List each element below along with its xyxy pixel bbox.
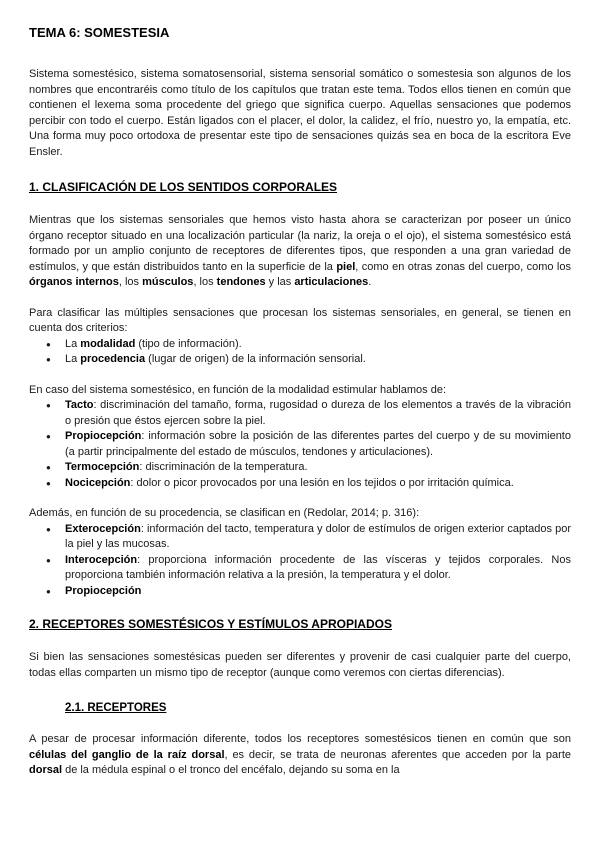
list-item: ● La modalidad (tipo de información). bbox=[65, 337, 571, 353]
criteria-intro: Para clasificar las múltiples sensaciones que procesan los sistemas sensoriales, en general, se tienen en cuenta dos criterios: bbox=[29, 306, 571, 334]
list-item: ● Propiocepción bbox=[65, 584, 571, 600]
subsection-2-1-heading: 2.1. RECEPTORES bbox=[65, 702, 167, 714]
list-item: ● Interocepción: proporciona información procedente de las vísceras y tejidos corporales. Nos proporciona también información relativa a la presión, la temperatura y el dolor. bbox=[65, 553, 571, 584]
list-item: ● Tacto: discriminación del tamaño, forma, rugosidad o dureza de los elementos a través de la vibración o presión que éstos ejercen sobre la piel. bbox=[65, 398, 571, 429]
list-item: ● La procedencia (lugar de origen) de la información sensorial. bbox=[65, 352, 571, 368]
section-1-heading: 1. CLASIFICACIÓN DE LOS SENTIDOS CORPORALES bbox=[29, 180, 338, 194]
intro-paragraph: Sistema somestésico, sistema somatosensorial, sistema sensorial somático o somestesia son algunos de los nombres que encontraréis como título de los capítulos que tratan este tema. Todos ellos tienen en común que contienen el lexema soma procedente del griego que significa cuerpo. Aquellas sensaciones que podemos percibir con todo el cuerpo. Están ligados con el placer, el dolor, la calidez, el frío, nuestro yo, la empatía, etc. Una forma muy poco ortodoxa de presentar este tipo de sensaciones quizás sea en boca de la escritora Eve Ensler. bbox=[29, 68, 571, 158]
list-item: ● Propiocepción: información sobre la posición de las diferentes partes del cuerpo y de su movimiento (a partir principalmente del estado de músculos, tendones y articulaciones). bbox=[65, 429, 571, 460]
list-item: ● Exterocepción: información del tacto, temperatura y dolor de estímulos de origen exterior captados por la piel y las mucosas. bbox=[65, 522, 571, 553]
section-2-1-paragraph: A pesar de procesar información diferente, todos los receptores somestésicos tienen en común que son células del ganglio de la raíz dorsal, es decir, se trata de neuronas aferentes que acceden por la parte dorsal de la médula espinal o el tronco del encéfalo, dejando su soma en la bbox=[29, 733, 571, 776]
list-item: ● Termocepción: discriminación de la temperatura. bbox=[65, 460, 571, 476]
origins-intro: Además, en función de su procedencia, se clasifican en (Redolar, 2014; p. 316): bbox=[29, 507, 420, 519]
section-1-paragraph-1: Mientras que los sistemas sensoriales que hemos visto hasta ahora se caracterizan por poseer un único órgano receptor situado en una localización particular (la nariz, la oreja o el ojo), el sistema somestésico está formado por un amplio conjunto de receptores de diferentes tipos, que responden a una gran variedad de estímulos, y que están distribuidos tanto en la superficie de la piel, como en otras zonas del cuerpo, como los órganos internos, los músculos, los tendones y las articulaciones. bbox=[29, 214, 571, 288]
list-item: ● Nocicepción: dolor o picor provocados por una lesión en los tejidos o por irritación química. bbox=[65, 476, 571, 492]
modalities-list bbox=[29, 398, 571, 491]
criteria-list bbox=[29, 337, 571, 368]
section-2-paragraph-1: Si bien las sensaciones somestésicas pueden ser diferentes y provenir de casi cualquier parte del cuerpo, todas ellas comparten un mismo tipo de receptor (aunque como veremos con ciertas diferencias). bbox=[29, 651, 571, 679]
origins-list bbox=[29, 522, 571, 600]
page-title: TEMA 6: SOMESTESIA bbox=[29, 25, 170, 40]
modalities-intro: En caso del sistema somestésico, en función de la modalidad estimular hablamos de: bbox=[29, 383, 447, 396]
section-2-heading: 2. RECEPTORES SOMESTÉSICOS Y ESTÍMULOS APROPIADOS bbox=[29, 617, 392, 631]
